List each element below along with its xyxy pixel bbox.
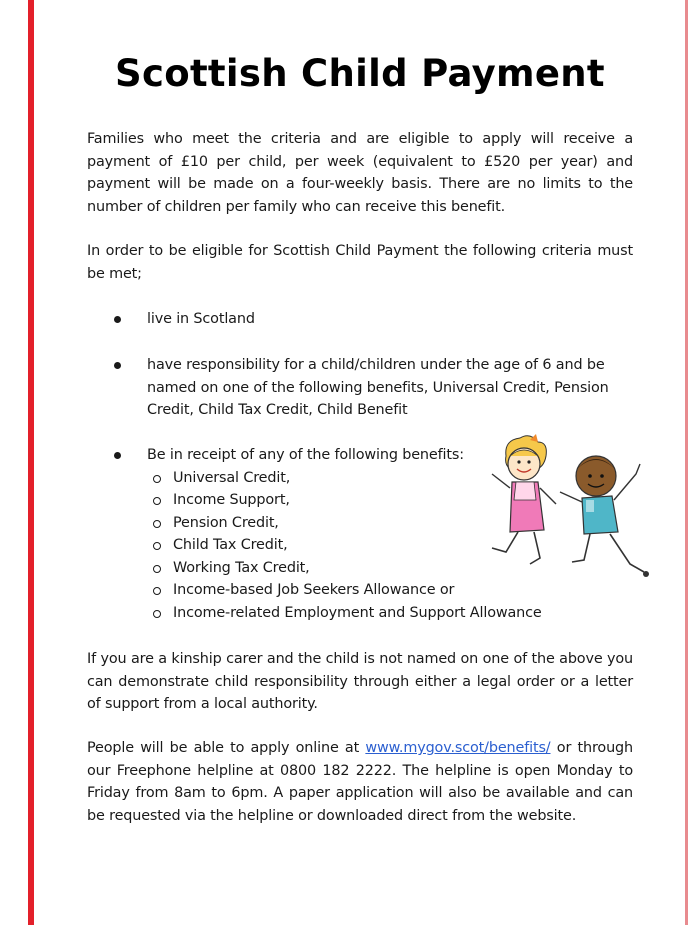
benefit-text: Pension Credit,	[173, 514, 279, 531]
benefit-text: Income-related Employment and Support Allowance	[173, 604, 542, 621]
intro-paragraph: Families who meet the criteria and are eligible to apply will receive a payment of £10 per child, per week (equivalent to £520 per year) and payment will be made on a four-weekly basis. There are no limits to the number of children per family who can receive this benefit.	[87, 131, 633, 215]
bullet-text: have responsibility for a child/children under the age of 6 and be named on one of the following benefits, Universal Credit, Pension Credit, Child Tax Credit, Child Benefit	[147, 357, 609, 418]
kinship-carer-paragraph: If you are a kinship carer and the child is not named on one of the above you can demonstrate child responsibility through either a legal order or a letter of support from a local authority.	[87, 651, 633, 712]
list-item	[147, 602, 633, 625]
circle-bullet-icon	[153, 610, 161, 618]
benefit-text: Income-based Job Seekers Allowance or	[173, 582, 455, 598]
girl-figure	[492, 434, 556, 564]
circle-bullet-icon	[153, 497, 161, 505]
children-illustration	[486, 434, 662, 586]
how-to-apply-paragraph	[87, 737, 633, 827]
bullet-icon	[114, 316, 121, 323]
circle-bullet-icon	[153, 587, 161, 595]
list-item	[147, 308, 633, 331]
benefit-text: Working Tax Credit,	[173, 559, 310, 576]
circle-bullet-icon	[153, 565, 161, 573]
bullet-text: Be in receipt of any of the following benefits:	[147, 447, 464, 463]
criteria-paragraph: In order to be eligible for Scottish Child Payment the following criteria must be met;	[87, 243, 633, 282]
circle-bullet-icon	[153, 542, 161, 550]
bullet-text: live in Scotland	[147, 311, 255, 327]
apply-text-end: or through our Freephone helpline at 0800 182 2222. The helpline is open Monday to Friday from 8am to 6pm. A paper application will also be available and can be requested via the helpline or downloaded direct from the website.	[87, 740, 633, 824]
mygov-benefits-link[interactable]: www.mygov.scot/benefits/	[365, 740, 551, 756]
benefit-text: Child Tax Credit,	[173, 537, 288, 553]
bullet-icon	[114, 362, 121, 369]
boy-figure	[560, 456, 649, 577]
benefit-text: Income Support,	[173, 492, 290, 508]
bullet-icon	[114, 452, 121, 459]
list-item	[147, 354, 633, 422]
benefit-text: Universal Credit,	[173, 469, 291, 486]
left-red-border	[28, 0, 34, 925]
apply-text-start: People will be able to apply online at	[87, 740, 366, 756]
page-title: Scottish Child Payment	[115, 52, 605, 95]
circle-bullet-icon	[153, 520, 161, 528]
circle-bullet-icon	[153, 475, 161, 483]
